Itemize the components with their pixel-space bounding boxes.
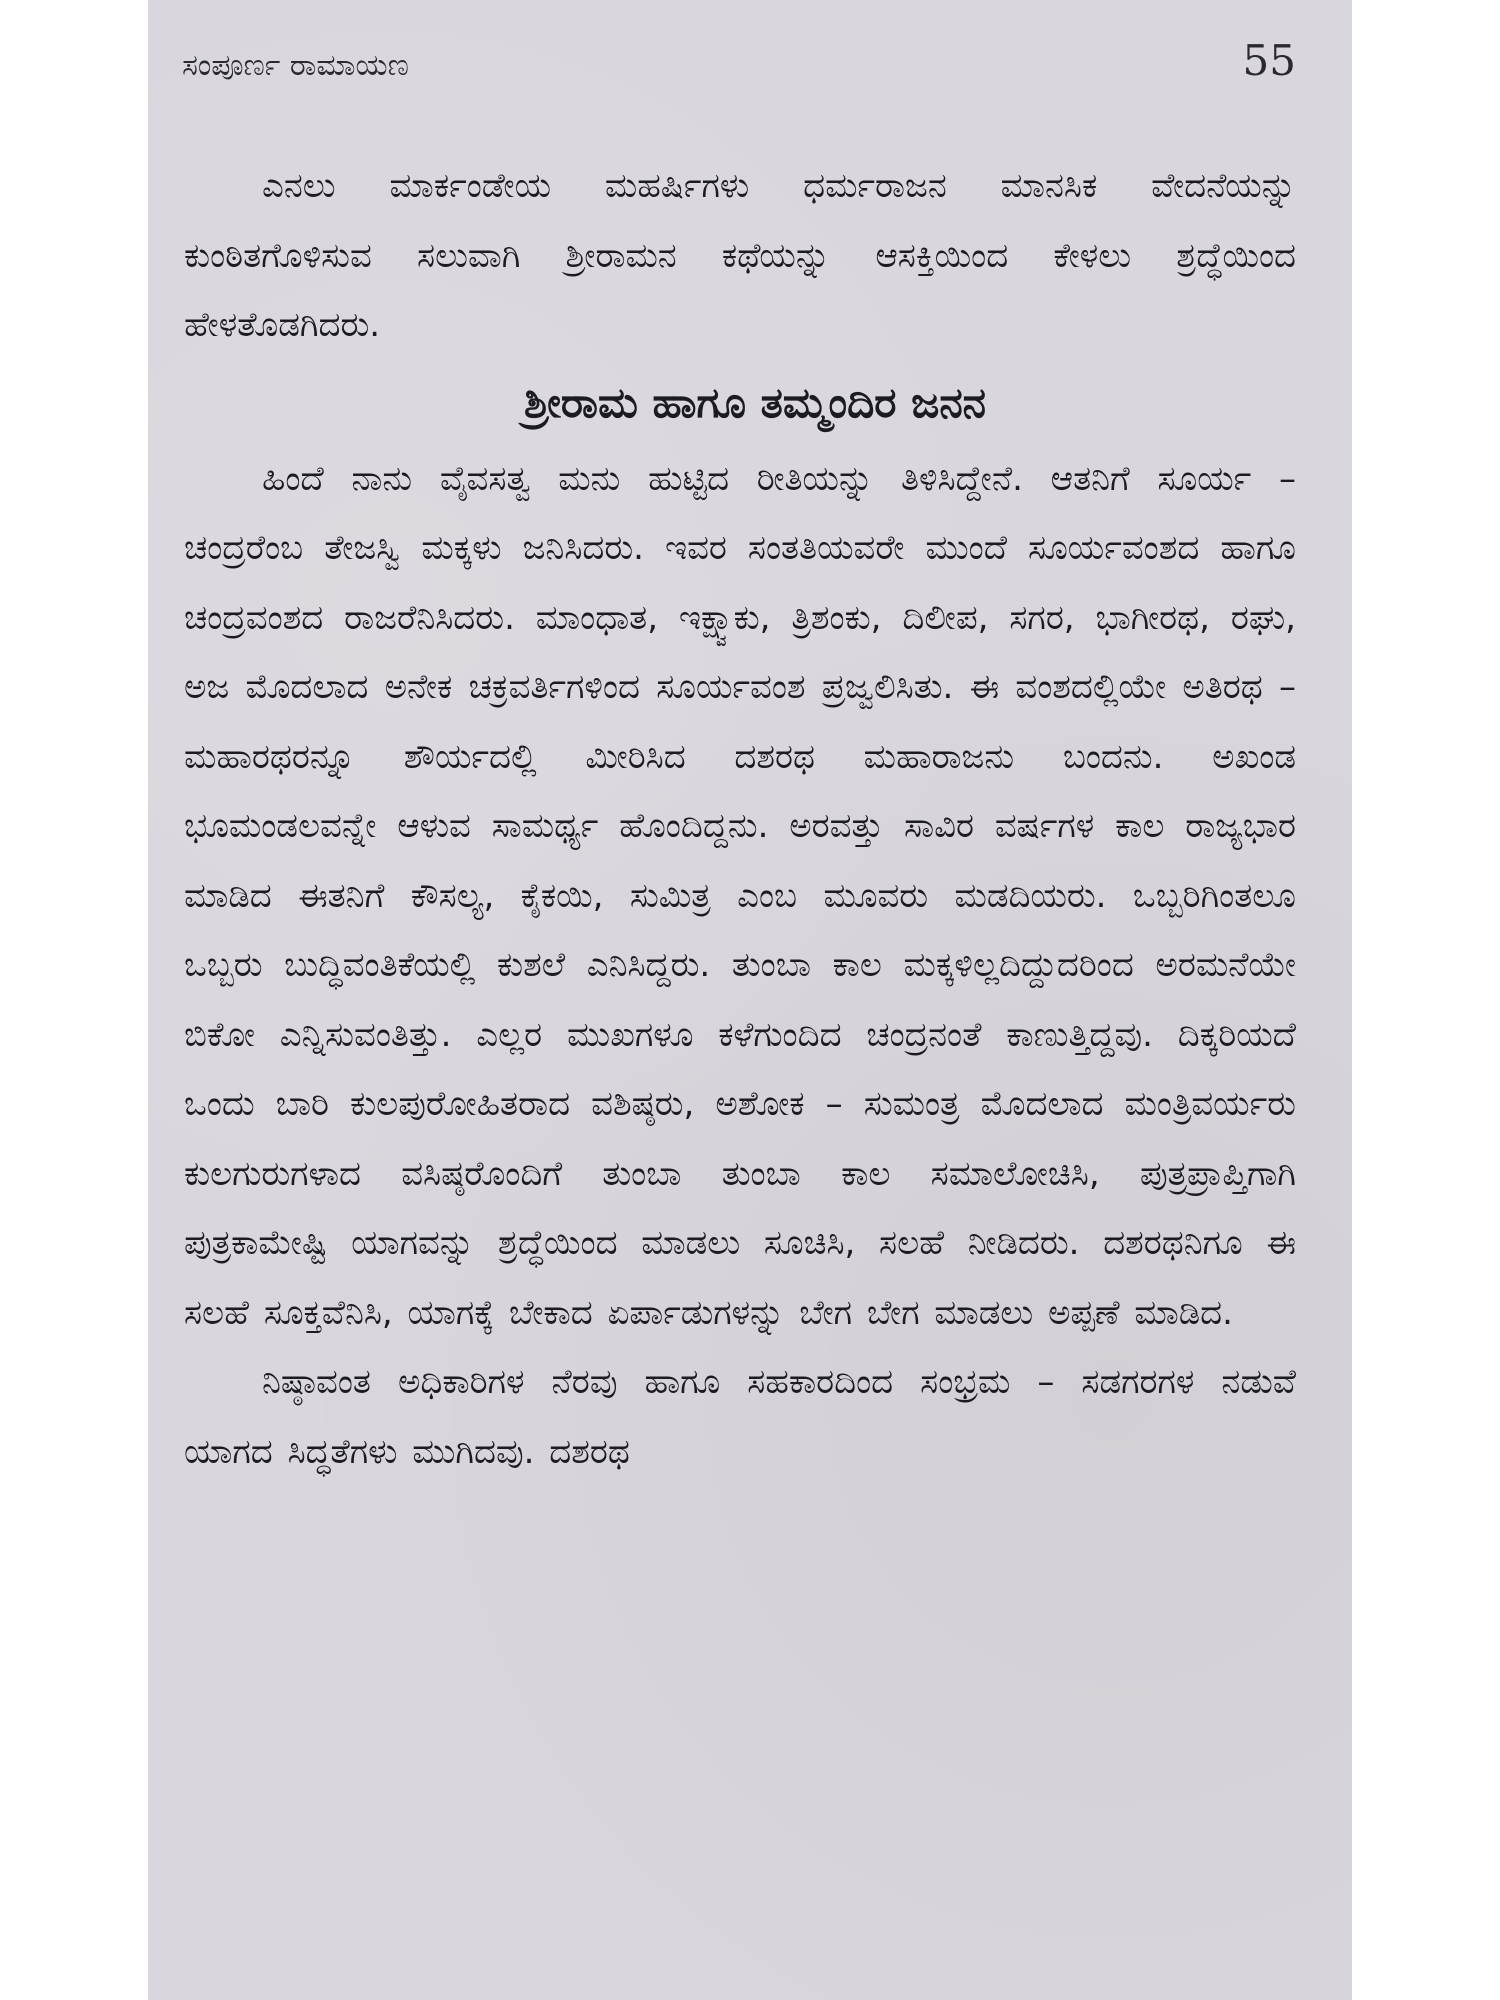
running-head-title: ಸಂಪೂರ್ಣ ರಾಮಾಯಣ [182, 48, 409, 83]
section-heading: ಶ್ರೀರಾಮ ಹಾಗೂ ತಮ್ಮಂದಿರ ಜನನ [523, 377, 987, 427]
page-body [184, 152, 1296, 1487]
book-page [148, 0, 1352, 2000]
intro-paragraph: ಎನಲು ಮಾರ್ಕಂಡೇಯ ಮಹರ್ಷಿಗಳು ಧರ್ಮರಾಜನ ಮಾನಸಿಕ ವೇದನೆಯನ್ನು ಕುಂಠಿತಗೊಳಿಸುವ ಸಲುವಾಗಿ ಶ್ರೀರಾಮನ ಕಥೆಯನ್ನು ಆಸಕ್ತಿಯಿಂದ ಕೇಳಲು ಶ್ರದ್ಧೆಯಿಂದ ಹೇಳತೊಡಗಿದರು. [184, 166, 1296, 345]
body-paragraph-1: ಹಿಂದೆ ನಾನು ವೈವಸತ್ವ ಮನು ಹುಟ್ಟಿದ ರೀತಿಯನ್ನು ತಿಳಿಸಿದ್ದೇನೆ. ಆತನಿಗೆ ಸೂರ್ಯ – ಚಂದ್ರರೆಂಬ ತೇಜಸ್ವಿ ಮಕ್ಕಳು ಜನಿಸಿದರು. ಇವರ ಸಂತತಿಯವರೇ ಮುಂದೆ ಸೂರ್ಯವಂಶದ ಹಾಗೂ ಚಂದ್ರವಂಶದ ರಾಜರೆನಿಸಿದರು. ಮಾಂಧಾತ, ಇಕ್ಷ್ವಾಕು, ತ್ರಿಶಂಕು, ದಿಲೀಪ, ಸಗರ, ಭಾಗೀರಥ, ರಘು, ಅಜ ಮೊದಲಾದ ಅನೇಕ ಚಕ್ರವರ್ತಿಗಳಿಂದ ಸೂರ್ಯವಂಶ ಪ್ರಜ್ವಲಿಸಿತು. ಈ ವಂಶದಲ್ಲಿಯೇ ಅತಿರಥ – ಮಹಾರಥರನ್ನೂ ಶೌರ್ಯದಲ್ಲಿ ಮೀರಿಸಿದ ದಶರಥ ಮಹಾರಾಜನು ಬಂದನು. ಅಖಂಡ ಭೂಮಂಡಲವನ್ನೇ ಆಳುವ ಸಾಮರ್ಥ್ಯ ಹೊಂದಿದ್ದನು. ಅರವತ್ತು ಸಾವಿರ ವರ್ಷಗಳ ಕಾಲ ರಾಜ್ಯಭಾರ ಮಾಡಿದ ಈತನಿಗೆ ಕೌಸಲ್ಯ, ಕೈಕಯಿ, ಸುಮಿತ್ರ ಎಂಬ ಮೂವರು ಮಡದಿಯರು. ಒಬ್ಬರಿಗಿಂತಲೂ ಒಬ್ಬರು ಬುದ್ಧಿವಂತಿಕೆಯಲ್ಲಿ ಕುಶಲೆ ಎನಿಸಿದ್ದರು. ತುಂಬಾ ಕಾಲ ಮಕ್ಕಳಿಲ್ಲದಿದ್ದುದರಿಂದ ಅರಮನೆಯೇ ಬಿಕೋ ಎನ್ನಿಸುವಂತಿತ್ತು. ಎಲ್ಲರ ಮುಖಗಳೂ ಕಳೆಗುಂದಿದ ಚಂದ್ರನಂತೆ ಕಾಣುತ್ತಿದ್ದವು. ದಿಕ್ಕರಿಯದೆ ಒಂದು ಬಾರಿ ಕುಲಪುರೋಹಿತರಾದ ವಶಿಷ್ಠರು, ಅಶೋಕ – ಸುಮಂತ್ರ ಮೊದಲಾದ ಮಂತ್ರಿವರ್ಯರು ಕುಲಗುರುಗಳಾದ ವಸಿಷ್ಠರೊಂದಿಗೆ ತುಂಬಾ ತುಂಬಾ ಕಾಲ ಸಮಾಲೋಚಿಸಿ, ಪುತ್ರಪ್ರಾಪ್ತಿಗಾಗಿ ಪುತ್ರಕಾಮೇಷ್ಟಿ ಯಾಗವನ್ನು ಶ್ರದ್ಧೆಯಿಂದ ಮಾಡಲು ಸೂಚಿಸಿ, ಸಲಹೆ ನೀಡಿದರು. ದಶರಥನಿಗೂ ಈ ಸಲಹೆ ಸೂಕ್ತವೆನಿಸಿ, ಯಾಗಕ್ಕೆ ಬೇಕಾದ ಏರ್ಪಾಡುಗಳನ್ನು ಬೇಗ ಬೇಗ ಮಾಡಲು ಅಪ್ಪಣೆ ಮಾಡಿದ. [184, 458, 1296, 1333]
page-number: 55 [1242, 36, 1296, 85]
body-paragraph-2: ನಿಷ್ಠಾವಂತ ಅಧಿಕಾರಿಗಳ ನೆರವು ಹಾಗೂ ಸಹಕಾರದಿಂದ ಸಂಭ್ರಮ – ಸಡಗರಗಳ ನಡುವೆ ಯಾಗದ ಸಿದ್ಧತೆಗಳು ಮುಗಿದವು. ದಶರಥ [184, 1362, 1296, 1472]
